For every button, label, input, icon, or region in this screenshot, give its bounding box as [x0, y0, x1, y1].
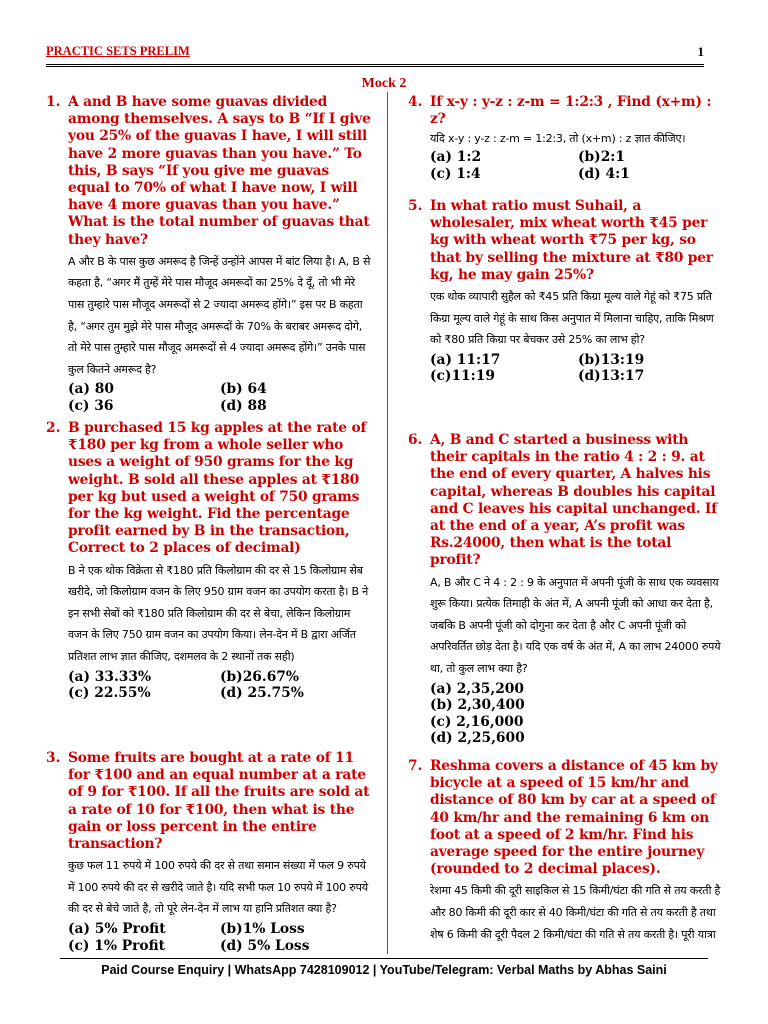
- option-b: (b)1% Loss: [220, 921, 305, 937]
- mock-title: Mock 2: [361, 76, 407, 91]
- option-b: (b)13:19: [578, 351, 645, 368]
- option-d: (d) 2,25,600: [430, 730, 525, 747]
- option-d: (d) 5% Loss: [220, 937, 310, 954]
- option-c: (c) 1:4: [430, 165, 481, 182]
- header-divider: [46, 64, 704, 70]
- page-number: 1: [697, 44, 704, 59]
- option-b: (b) 2,30,400: [430, 697, 525, 714]
- question-text-hindi: यदि x-y : y-z : z-m = 1:2:3, तो (x+m) : z ज्ञात कीजिए।: [430, 132, 686, 146]
- option-c: (c)11:19: [430, 368, 495, 385]
- question-2: [46, 420, 372, 702]
- question-number: 3.: [46, 750, 61, 766]
- option-d: (d) 4:1: [578, 165, 630, 182]
- question-text-english: B purchased 15 kg apples at the rate of ₹180 per kg from a whole seller who uses a weight of 950 grams for the kg weight. B sold all these apples at ₹180 per kg but used a weight of 750 grams for the kg weight. Fid the percentage profit earned by B in the transaction, Correct to 2 places of decimal): [68, 420, 367, 557]
- column-divider: [387, 92, 388, 954]
- options: [430, 352, 726, 385]
- question-number: 2.: [46, 420, 61, 436]
- question-text-english: A, B and C started a business with their capitals in the ratio 4 : 2 : 9. at the end of every quarter, A halves his capital, whereas B doubles his capital and C leaves his capital unchanged. If at the end of a year, A’s profit was Rs.24000, then what is the total profit?: [430, 432, 717, 569]
- option-a: (a) 33.33%: [68, 668, 152, 685]
- option-a: (a) 1:2: [430, 149, 482, 166]
- option-b: (b)26.67%: [220, 668, 300, 685]
- question-number: 6.: [408, 432, 423, 448]
- option-d: (d) 88: [220, 397, 267, 414]
- question-text-hindi: रेशमा 45 किमी की दूरी साइकिल से 15 किमी/घंटा की गति से तय करती है और 80 किमी की दूरी कार से 40 किमी/घंटा की गति से तय करती है तथा शेष 6 किमी की दूरी पैदल 2 किमी/घंटा की गति से तय करती है। पूरी यात्रा: [430, 884, 721, 941]
- question-6: [408, 432, 726, 747]
- question-text-english: Some fruits are bought at a rate of 11 for ₹100 and an equal number at a rate of 9 for ₹100. If all the fruits are sold at a rate of 10 for ₹100, then what is the gain or loss percent in the entire transaction?: [68, 750, 370, 853]
- question-text-hindi: A और B के पास कुछ अमरूद है जिन्हें उन्होंने आपस में बांट लिया है। A, B से कहता है, “अगर मैं तुम्हें मेरे पास मौजूद अमरूदों का 25% दे दूँ, तो भी मेरे पास तुम्हारे पास मौजूद अमरूदों से 2 ज्यादा अमरूद होंगे।” इस पर B कहता है, “अगर तुम मुझे मेरे पास मौजूद अमरूदों के 70% के बराबर अमरूद दोगे, तो मेरे पास तुम्हारे पास मौजूद अमरूदों से 4 ज्यादा अमरूद होंगे।” उनके पास कुल कितने अमरूद है?: [68, 254, 371, 376]
- question-number: 1.: [46, 94, 61, 110]
- question-1: [46, 94, 372, 414]
- question-text-english: A and B have some guavas divided among themselves. A says to B “If I give you 25% of the guavas I have, I will still have 2 more guavas than you have.” To this, B says “If you give me guavas equal to 70% of what I have now, I will have 4 more guavas than you have.” What is the total number of guavas that they have?: [68, 94, 371, 248]
- options: [430, 681, 726, 747]
- options: [430, 149, 726, 182]
- question-text-hindi: एक थोक व्यापारी सुहैल को ₹45 प्रति किग्रा मूल्य वाले गेहूं को ₹75 प्रति किग्रा मूल्य वाले गेहूं के साथ किस अनुपात में मिलाना चाहिए, ताकि मिश्रण को ₹80 प्रति किग्रा पर बेचकर उसे 25% का लाभ हो?: [430, 290, 714, 347]
- footer-contact: Paid Course Enquiry | WhatsApp 7428109012 | YouTube/Telegram: Verbal Maths by Abhas Saini: [101, 963, 667, 977]
- option-b: (b)2:1: [578, 149, 625, 166]
- question-5: [408, 198, 726, 385]
- question-4: [408, 94, 726, 182]
- option-b: (b) 64: [220, 381, 267, 398]
- options: [68, 921, 372, 954]
- question-text-hindi: कुछ फल 11 रुपये में 100 रुपये की दर से तथा समान संख्या में फल 9 रुपये में 100 रुपये की दर से खरीदे जाते है। यदि सभी फल 10 रुपये में 100 रुपये की दर से बेचे जाते है, तो पूरे लेन-देन में लाभ या हानि प्रतिशत क्या है?: [68, 859, 368, 916]
- option-c: (c) 2,16,000: [430, 713, 524, 730]
- options: [68, 381, 372, 414]
- question-text-english: In what ratio must Suhail, a wholesaler, mix wheat worth ₹45 per kg with wheat worth ₹75 per kg, so that by selling the mixture at ₹80 per kg, he may gain 25%?: [430, 198, 713, 283]
- question-number: 5.: [408, 198, 423, 214]
- header-title: PRACTIC SETS PRELIM: [46, 44, 190, 58]
- question-7: [408, 758, 726, 945]
- option-c: (c) 1% Profit: [68, 937, 166, 954]
- option-d: (d) 25.75%: [220, 685, 304, 702]
- option-c: (c) 36: [68, 397, 114, 414]
- footer-divider: [60, 958, 708, 959]
- question-text-hindi: A, B और C ने 4 : 2 : 9 के अनुपात में अपनी पूंजी के साथ एक व्यवसाय शुरू किया। प्रत्येक तिमाही के अंत में, A अपनी पूंजी को आधा कर देता है, जबकि B अपनी पूंजी को दोगुना कर देता है और C अपनी पूंजी को अपरिवर्तित छोड़ देता है। यदि एक वर्ष के अंत में, A का लाभ 24000 रुपये था, तो कुल लाभ क्या है?: [430, 575, 721, 675]
- option-a: (a) 11:17: [430, 351, 501, 368]
- option-d: (d)13:17: [578, 368, 645, 385]
- option-c: (c) 22.55%: [68, 685, 151, 702]
- option-a: (a) 2,35,200: [430, 680, 525, 697]
- options: [68, 669, 372, 702]
- question-3: [46, 750, 372, 954]
- question-number: 4.: [408, 94, 423, 110]
- question-text-english: If x-y : y-z : z-m = 1:2:3 , Find (x+m) : z?: [430, 94, 712, 128]
- option-a: (a) 5% Profit: [68, 921, 166, 937]
- option-a: (a) 80: [68, 381, 114, 398]
- question-text-hindi: B ने एक थोक विक्रेता से ₹180 प्रति किलोग्राम की दर से 15 किलोग्राम सेब खरीदे, जो किलोग्राम वजन के लिए 950 ग्राम वजन का उपयोग करता है। B ने इन सभी सेबों को ₹180 प्रति किलोग्राम की दर से बेचा, लेकिन किलोग्राम वजन के लिए 750 ग्राम वजन का उपयोग किया। लेन-देन में B द्वारा अर्जित प्रतिशत लाभ ज्ञात कीजिए, दशमलव के 2 स्थानों तक सही): [68, 563, 369, 663]
- question-number: 7.: [408, 758, 423, 774]
- question-text-english: Reshma covers a distance of 45 km by bicycle at a speed of 15 km/hr and distance of 80 km by car at a speed of 40 km/hr and the remaining 6 km on foot at a speed of 2 km/hr. Find his average speed for the entire journey (rounded to 2 decimal places).: [430, 758, 718, 878]
